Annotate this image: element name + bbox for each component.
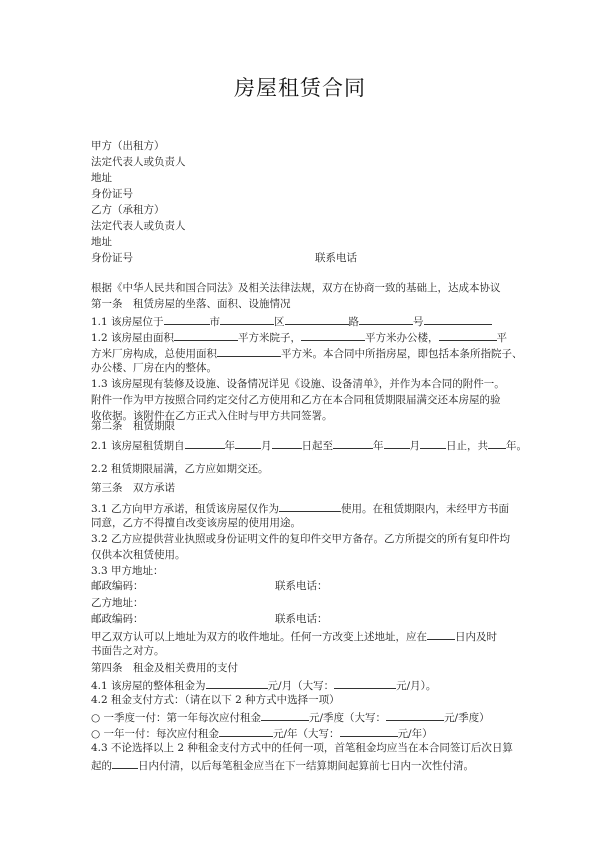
clause-3-1: 3.1 乙方向甲方承诺，租赁该房屋仅作为 使用。在租赁期限内，未经甲方书面 <box>91 500 509 516</box>
address-notice-clause-line-2: 书面告之对方。 <box>91 645 165 657</box>
party-b-id: 身份证号 <box>91 252 133 264</box>
address-notice-clause: 甲乙双方认可以上地址为双方的收件地址。任何一方改变上述地址，应在 日内及时 <box>91 628 497 644</box>
clause-1-3-line-2: 附件一作为甲方按照合同约定交付乙方使用和乙方在本合同租赁期限届满交还本房屋的验 <box>91 394 501 406</box>
clause-3-2-line-2: 仅供本次租赁使用。 <box>91 549 186 561</box>
radio-circle-icon[interactable]: ○ <box>91 728 101 740</box>
clause-1-3: 1.3 该房屋现有装修及设施、设备情况详见《设施、设备清单》，并作为本合同的附件一。 <box>91 378 505 390</box>
party-a-phone: 联系电话： <box>275 580 328 592</box>
party-b-rep: 法定代表人或负责人 <box>91 220 186 232</box>
clause-2-1: 2.1 该房屋租赁期自 年 月 日起至 年 月 日止，共 年。 <box>91 437 527 453</box>
clause-3-2: 3.2 乙方应提供营业执照或身份证明文件的复印件交甲方备存。乙方所提交的所有复印件均 <box>91 533 511 545</box>
option-quarterly[interactable]: ○ 一季度一付：第一年每次应付租金 元/季度（大写： 元/季度） <box>91 709 490 725</box>
clause-1-3-line-3: 收依据。该附件在乙方正式入住时与甲方共同签署。 <box>91 410 333 422</box>
article-1-heading: 第一条 租赁房屋的坐落、面积、设施情况 <box>91 298 291 310</box>
option-annual[interactable]: ○ 一年一付：每次应付租金 元/年（大写： 元/年） <box>91 725 433 741</box>
party-a-id: 身份证号 <box>91 188 133 200</box>
clause-2-2: 2.2 租赁期限届满，乙方应如期交还。 <box>91 463 269 475</box>
article-2-heading: 第二条 租赁期限 <box>91 420 175 432</box>
party-a-zip: 邮政编码： <box>91 580 144 592</box>
article-4-heading: 第四条 租金及相关费用的支付 <box>91 662 238 674</box>
party-b-phone-notice: 联系电话： <box>275 613 328 625</box>
clause-1-2-line-2: 方米厂房构成，总使用面积 平方米。本合同中所指房屋，即包括本条所指院子、 <box>91 345 523 361</box>
party-a-address: 地址 <box>91 172 112 184</box>
clause-4-3: 4.3 不论选择以上 2 种租金支付方式中的任何一项，首笔租金均应当在本合同签订后次日算 <box>91 742 513 754</box>
clause-1-1: 1.1 该房屋位于 市 区 路 号 <box>91 313 492 329</box>
radio-circle-icon[interactable]: ○ <box>91 712 101 724</box>
clause-3-1-line-2: 同意，乙方不得擅自改变该房屋的使用用途。 <box>91 517 301 529</box>
intro-paragraph: 根据《中华人民共和国合同法》及相关法律法规，双方在协商一致的基础上，达成本协议 <box>91 282 501 294</box>
clause-4-1: 4.1 该房屋的整体租金为 元/月（大写： 元/月）。 <box>91 677 436 693</box>
party-b-address-notice: 乙方地址： <box>91 597 144 609</box>
party-a-rep: 法定代表人或负责人 <box>91 156 186 168</box>
clause-4-3-line-2: 起的 日内付清，以后每笔租金应当在下一结算期间起算前七日内一次性付清。 <box>91 757 474 773</box>
party-b-zip: 邮政编码： <box>91 613 144 625</box>
clause-4-2: 4.2 租金支付方式：（请在以下 2 种方式中选择一项） <box>91 694 340 706</box>
clause-1-2-line-3: 办公楼、厂房在内的整体。 <box>91 362 217 374</box>
party-b-phone: 联系电话 <box>315 252 357 264</box>
party-b-label: 乙方（承租方） <box>91 204 165 216</box>
party-b-address: 地址 <box>91 236 112 248</box>
document-title: 房屋租赁合同 <box>234 76 366 100</box>
clause-1-2: 1.2 该房屋由面积 平方米院子， 平方米办公楼， 平 <box>91 329 507 345</box>
clause-3-3: 3.3 甲方地址： <box>91 565 164 577</box>
party-a-label: 甲方（出租方） <box>91 140 165 152</box>
article-3-heading: 第三条 双方承诺 <box>91 482 175 494</box>
